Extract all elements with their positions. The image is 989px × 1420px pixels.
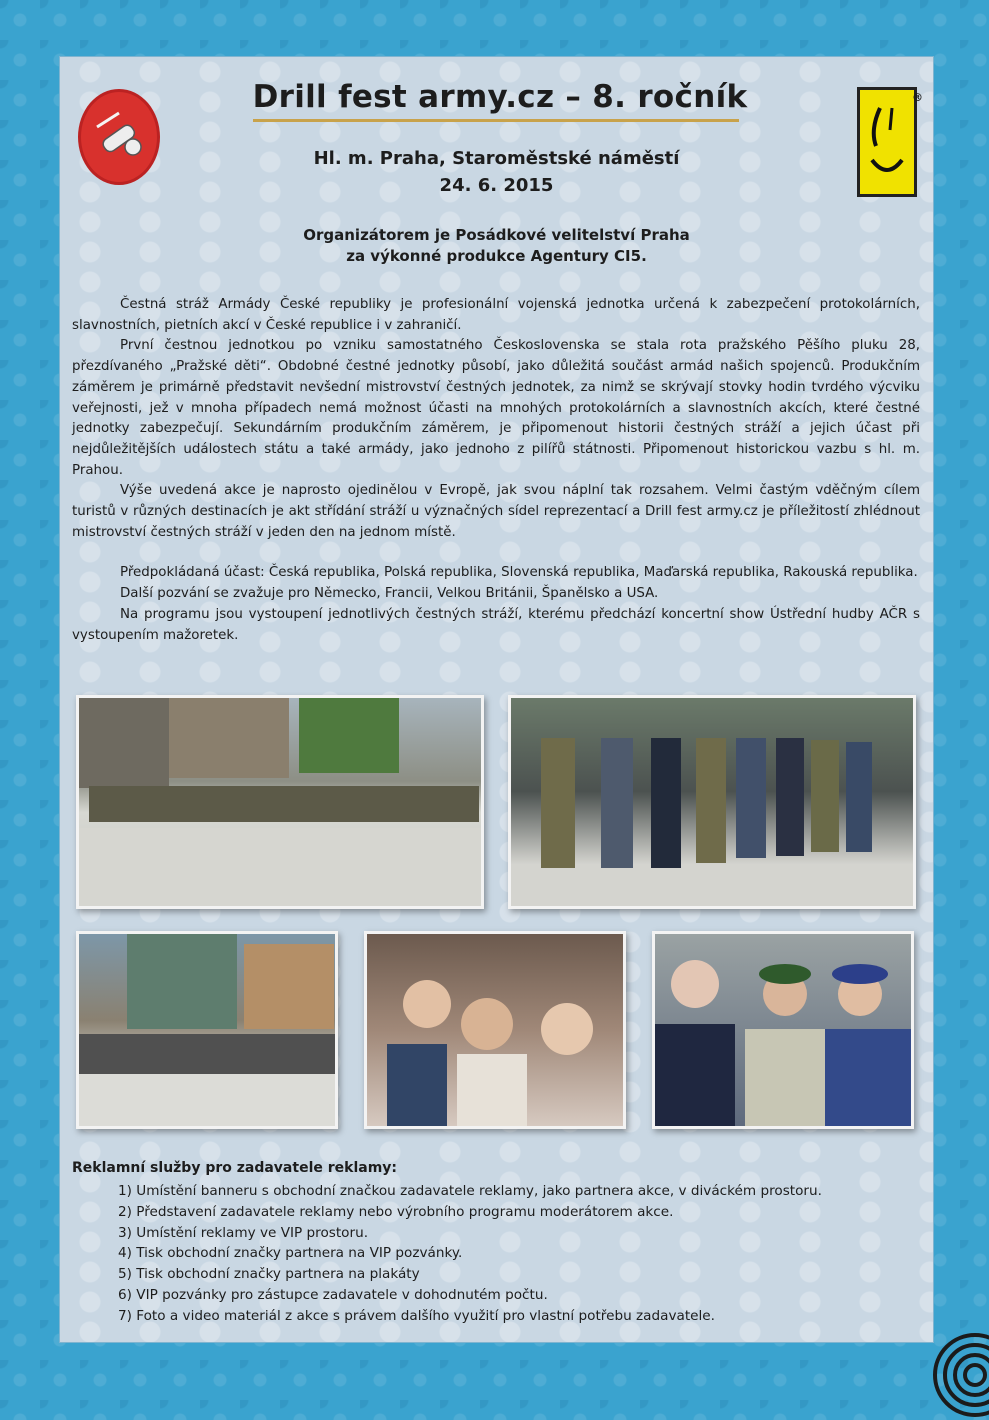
event-location: Hl. m. Praha, Staroměstské náměstí xyxy=(313,148,680,169)
photo-spectators xyxy=(364,931,626,1129)
paragraph: Čestná stráž Armády České republiky je profesionální vojenská jednotka určená k zabezpečení protokolárních, slavnostních, pietních akcí v České republice i v zahraničí. xyxy=(72,297,920,333)
list-item: 2) Představení zadavatele reklamy nebo výrobního programu moderátorem akce. xyxy=(118,1203,674,1220)
paragraph: Výše uvedená akce je naprosto ojedinělou v Evropě, jak svou náplní tak rozsahem. Velmi častým vděčným cílem turistů v různých destinacích je akt střídání stráží u význačných sídel reprezentací a Drill fest army.cz je příležitostí zhlédnout mistrovství čestných stráží v jeden den na jednom místě. xyxy=(72,483,920,540)
ads-heading: Reklamní služby pro zadavatele reklamy: xyxy=(72,1160,398,1176)
page-title: Drill fest army.cz – 8. ročník xyxy=(252,79,748,115)
document-page xyxy=(60,57,933,1342)
paragraph: Další pozvání se zvažuje pro Německo, Francii, Velkou Británii, Španělsko a USA. xyxy=(120,586,659,602)
photo-guards-on-square xyxy=(76,695,484,909)
body-text xyxy=(72,295,920,646)
photo-guards-line xyxy=(508,695,916,909)
event-subtitle xyxy=(60,145,933,199)
paragraph: Předpokládaná účast: Česká republika, Polská republika, Slovenská republika, Maďarská republika, Rakouská republika. xyxy=(120,565,918,581)
paragraph: První čestnou jednotkou po vzniku samostatného Československa se stala rota pražského Pěšího pluku 28, přezdívaného „Pražské děti“. Obdobné čestné jednotky působí, jako důležitá součást armád našich spojenců. Produkčním záměrem je primárně představit nevšední mistrovství čestných jednotek, za nimž se skrývají stovky hodin tvrdého výcviku veřejnosti, jež v mnoha případech nemá možnost účasti na mnohých protokolárních a slavnostních akcích, které čestné jednotky zabezpečují. Sekundárním produkčním záměrem, je připomenout historii čestných stráží a jejich účast při nejdůležitějších událostech státu a také armády, jako jednoho z pilířů státnosti. Připomenout historickou vazbu s hl. m. Prahou. xyxy=(72,338,920,478)
spiral-decoration-icon xyxy=(930,1330,989,1420)
list-item: 7) Foto a video materiál z akce s právem dalšího využití pro vlastní potřebu zadavatele. xyxy=(118,1307,715,1324)
list-item: 6) VIP pozvánky pro zástupce zadavatele v dohodnutém počtu. xyxy=(118,1286,548,1303)
photo-officials xyxy=(652,931,914,1129)
organizer-line: Organizátorem je Posádkové velitelství Praha xyxy=(303,226,690,244)
list-item: 1) Umístění banneru s obchodní značkou zadavatele reklamy, jako partnera akce, v diváckém prostoru. xyxy=(118,1183,822,1199)
organizer-block xyxy=(60,225,933,267)
photo-formation xyxy=(76,931,338,1129)
ads-list xyxy=(118,1181,822,1327)
registered-mark-icon: ® xyxy=(912,91,923,104)
title-underline xyxy=(253,119,739,122)
producer-line: za výkonné produkce Agentury CI5. xyxy=(346,247,647,265)
paragraph: Na programu jsou vystoupení jednotlivých čestných stráží, kterému předchází koncertní show Ústřední hudby AČR s vystoupením mažoretek. xyxy=(72,606,920,643)
list-item: 3) Umístění reklamy ve VIP prostoru. xyxy=(118,1224,369,1241)
list-item: 4) Tisk obchodní značky partnera na VIP pozvánky. xyxy=(118,1245,463,1262)
event-date: 24. 6. 2015 xyxy=(439,175,554,196)
list-item: 5) Tisk obchodní značky partnera na plakáty xyxy=(118,1266,420,1283)
